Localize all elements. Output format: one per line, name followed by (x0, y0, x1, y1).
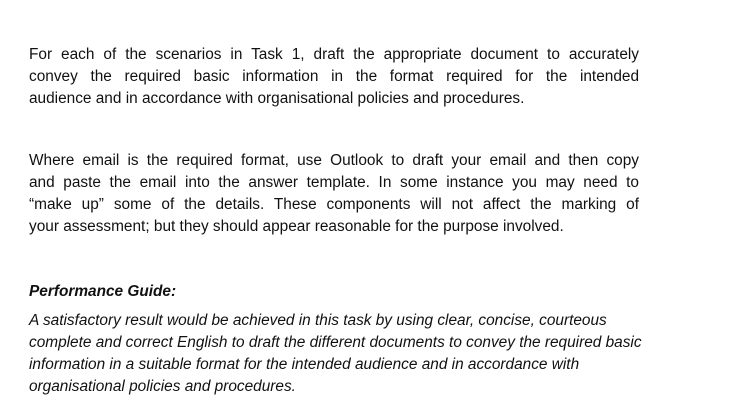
guide-line-2: complete and correct English to draft the different documents to convey the required basic (29, 334, 642, 351)
guide-line-1: A satisfactory result would be achieved in this task by using clear, concise, courteous (29, 312, 607, 329)
intro-line-1: For each of the scenarios in Task 1, draft the appropriate document to accurately (29, 46, 639, 63)
performance-guide-heading: Performance Guide: (29, 283, 177, 300)
email-line-2: and paste the email into the answer template. In some instance you may need to (29, 174, 639, 191)
email-line-1: Where email is the required format, use Outlook to draft your email and then copy (29, 152, 639, 169)
email-line-3: “make up” some of the details. These components will not affect the marking of (29, 196, 639, 213)
guide-line-3: information in a suitable format for the intended audience and in accordance with (29, 356, 580, 373)
guide-line-4: organisational policies and procedures. (29, 378, 296, 395)
intro-line-3: audience and in accordance with organisational policies and procedures. (29, 90, 525, 107)
intro-line-2: convey the required basic information in the format required for the intended (29, 68, 639, 85)
email-line-4: your assessment; but they should appear reasonable for the purpose involved. (29, 218, 564, 235)
